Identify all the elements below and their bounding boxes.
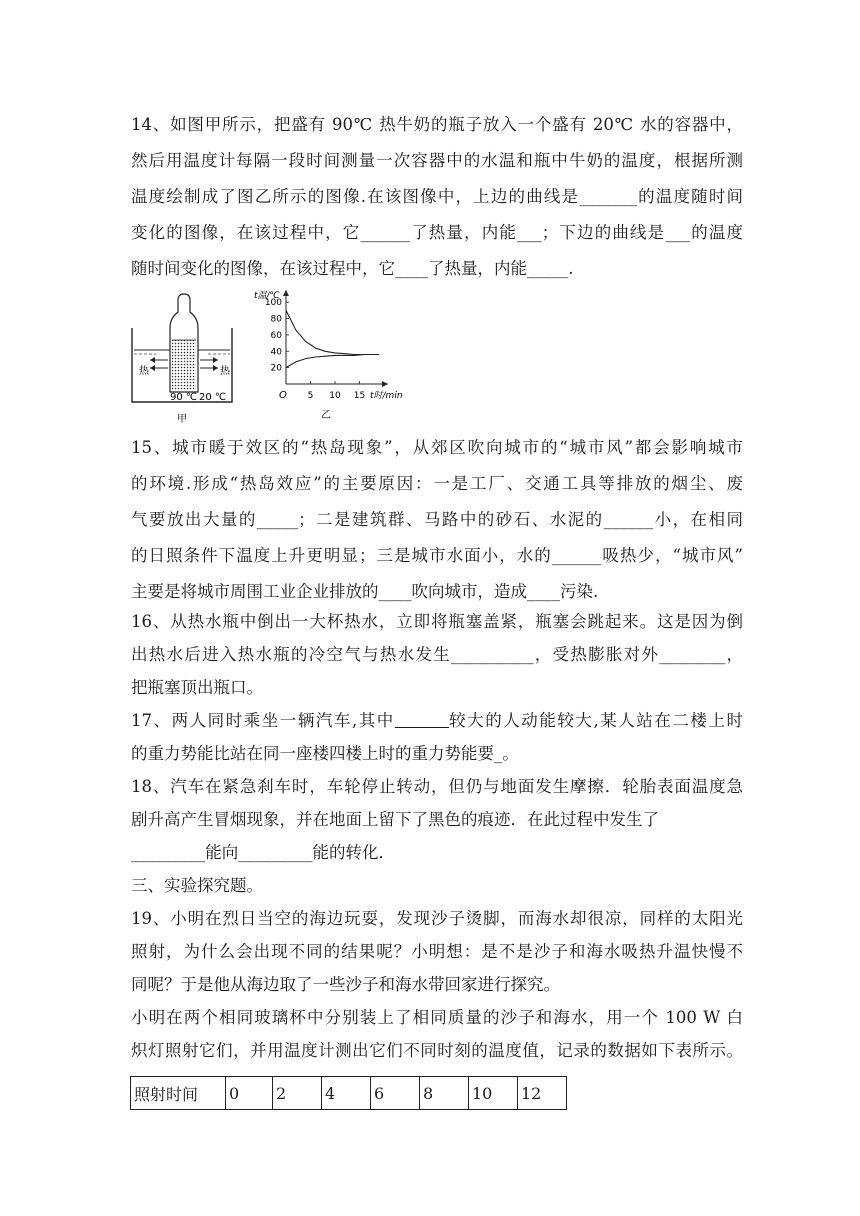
table-cell: 4 [322,1077,371,1110]
q14-line: 变化的图像，在该过程中，它______了热量，内能___；下边的曲线是___的温度 [131,223,743,242]
water-temp-label: 20 ℃ [199,392,227,403]
data-table [130,1076,567,1110]
table-cell: 12 [518,1077,567,1110]
q15-line: 主要是将城市周围工业企业排放的____吹向城市，造成____污染. [131,582,599,601]
x-tick-label: 5 [307,391,314,401]
q15-line: 的日照条件下温度上升更明显；三是城市水面小，水的______吸热少，“城市风” [131,546,743,565]
x-axis-label: t时/min [370,391,403,401]
figure-jia [132,294,232,425]
table-cell: 8 [420,1077,469,1110]
heat-label-left: 热 [139,366,149,377]
section-title: 三、实验探究题。 [131,876,263,895]
y-axis-arrow [283,290,289,296]
milk-temp-label: 90 ℃ [170,392,198,403]
q16-line: 把瓶塞顶出瓶口。 [131,678,263,697]
q15-line: 气要放出大量的_____；二是建筑群、马路中的砂石、水泥的______小，在相同 [131,510,743,529]
q14-line: 然后用温度计每隔一段时间测量一次容器中的水温和瓶中牛奶的温度，根据所测 [131,151,743,170]
figure-yi [254,290,403,421]
y-tick-label: 20 [270,363,282,374]
figure-svg [126,288,426,428]
q17-line: 的重力势能比站在同一座楼四楼上时的重力势能要_。 [131,744,519,763]
q19-line: 19、小明在烈日当空的海边玩耍，发现沙子烫脚，而海水却很凉，同样的太阳光 [131,909,743,928]
table-cell: 10 [469,1077,518,1110]
x-tick-label: 15 [353,391,366,401]
y-tick-label: 40 [270,347,282,358]
q19-line: 炽灯照射它们，并用温度计测出它们不同时刻的温度值，记录的数据如下表所示。 [131,1041,743,1060]
q17-text-post: 较大的人动能较大,某人站在二楼上时 [449,711,743,730]
q14-figure [126,288,426,428]
table-cell: 6 [371,1077,420,1110]
y-tick-label: 100 [264,298,282,309]
origin-label: O [279,390,287,401]
milk-fill [172,340,196,390]
q16-line: 16、从热水瓶中倒出一大杯热水，立即将瓶塞盖紧，瓶塞会跳起来。这是因为倒 [131,612,743,631]
q18-line: 18、汽车在紧急刹车时，车轮停止转动，但仍与地面发生摩擦．轮胎表面温度急 [131,777,743,796]
y-tick-label: 80 [270,314,282,325]
q15-line: 15、城市暖于效区的“热岛现象”，从郊区吹向城市的“城市风”都会影响城市 [131,438,743,457]
q15-line: 的环境.形成“热岛效应”的主要原因：一是工厂、交通工具等排放的烟尘、废 [131,474,743,493]
caption-yi: 乙 [321,410,331,421]
q17-line [131,711,743,731]
x-tick-label: 10 [329,391,341,401]
q16-line: 出热水后进入热水瓶的冷空气与热水发生__________，受热膨胀对外________， [131,645,743,664]
q18-line: 剧升高产生冒烟现象，并在地面上留下了黑色的痕迹．在此过程中发生了 [131,810,659,829]
q14-line: 温度绘制成了图乙所示的图像.在该图像中，上边的曲线是_______的温度随时间 [131,187,743,206]
heat-label-right: 热 [220,366,230,377]
q19-line: 小明在两个相同玻璃杯中分别装上了相同质量的沙子和海水，用一个 100 W 白 [131,1008,743,1027]
table-header-cell: 照射时间 [131,1077,226,1110]
upper-curve [286,310,379,354]
q19-line: 照射，为什么会出现不同的结果呢？小明想：是不是沙子和海水吸热升温快慢不 [131,942,743,961]
q17-blank [395,711,449,730]
caption-jia: 甲 [177,414,187,425]
q17-text-pre: 17、两人同时乘坐一辆汽车,其中 [131,711,395,730]
y-axis-label: t温/℃ [254,291,280,301]
lower-curve [286,355,379,368]
q18-line: _________能向_________能的转化． [131,843,395,862]
q14-line: 14、如图甲所示，把盛有 90℃ 热牛奶的瓶子放入一个盛有 20℃ 水的容器中， [131,115,743,134]
table-cell: 0 [226,1077,273,1110]
q14-line: 随时间变化的图像，在该过程中，它____了热量，内能_____. [131,259,574,278]
q19-line: 同呢？于是他从海边取了一些沙子和海水带回家进行探究。 [131,975,560,994]
y-tick-label: 60 [270,330,282,341]
table-cell: 2 [273,1077,322,1110]
table-row [131,1077,567,1110]
x-axis-arrow [382,381,388,387]
